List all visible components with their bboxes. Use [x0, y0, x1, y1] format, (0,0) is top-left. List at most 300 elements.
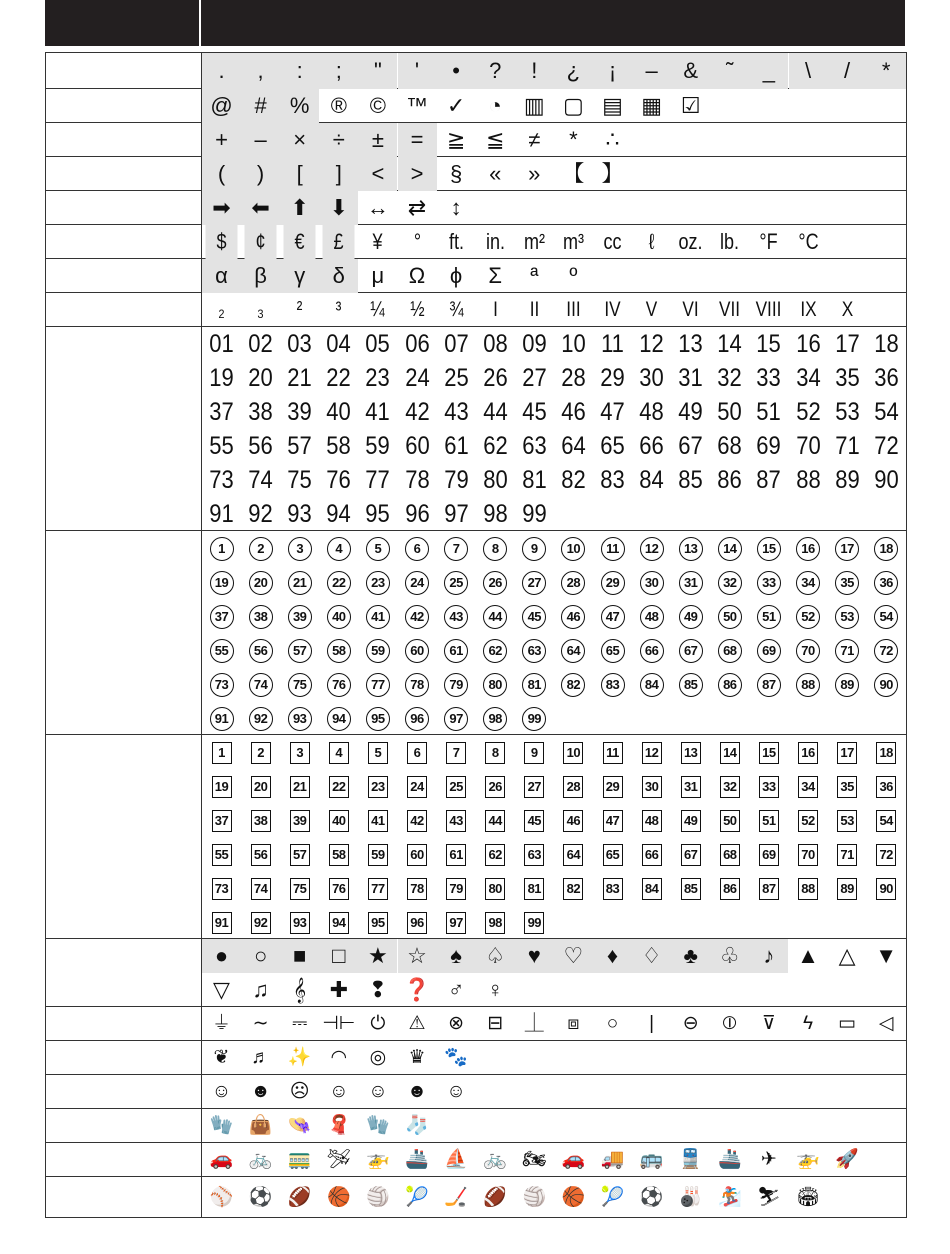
symbol-cell[interactable]: β [241, 259, 280, 293]
symbol-cell[interactable]: 87 [756, 466, 782, 494]
symbol-cell[interactable]: ❢ [368, 977, 388, 1002]
symbol-cell[interactable]: 68 [717, 432, 743, 460]
symbol-cell[interactable]: III [566, 298, 581, 321]
symbol-cell[interactable]: 93 [287, 500, 312, 528]
symbol-cell[interactable] [632, 667, 671, 701]
symbol-cell[interactable] [319, 837, 358, 871]
symbol-cell[interactable]: . [202, 53, 241, 89]
symbol-cell[interactable]: 99 [522, 500, 547, 528]
symbol-cell[interactable]: δ [319, 259, 358, 293]
symbol-cell[interactable] [749, 735, 788, 769]
symbol-cell[interactable] [671, 769, 710, 803]
symbol-cell[interactable]: VI [682, 298, 699, 321]
symbol-cell[interactable] [358, 565, 397, 599]
symbol-cell[interactable]: 🚌 [639, 1149, 664, 1170]
symbol-cell[interactable]: 03 [287, 330, 312, 358]
symbol-cell[interactable]: 89 [834, 466, 860, 494]
symbol-cell[interactable]: ❦ [213, 1047, 230, 1068]
symbol-cell[interactable]: 90 [873, 466, 899, 494]
symbol-cell[interactable] [476, 837, 515, 871]
symbol-cell[interactable] [319, 871, 358, 905]
symbol-cell[interactable] [554, 735, 593, 769]
symbol-cell[interactable]: 28 [561, 364, 586, 392]
symbol-cell[interactable]: > [398, 157, 437, 191]
symbol-cell[interactable]: ¼ [370, 298, 386, 321]
symbol-cell[interactable]: 70 [795, 432, 821, 460]
symbol-cell[interactable] [593, 531, 632, 565]
symbol-cell[interactable]: 66 [639, 432, 664, 460]
symbol-cell[interactable]: 65 [600, 432, 625, 460]
symbol-cell[interactable] [476, 905, 515, 939]
symbol-cell[interactable]: – [632, 53, 671, 89]
symbol-cell[interactable] [554, 633, 593, 667]
symbol-cell[interactable]: 🏟 [795, 1187, 821, 1208]
symbol-cell[interactable] [437, 701, 476, 735]
symbol-cell[interactable] [789, 871, 828, 905]
symbol-cell[interactable]: ⬆ [280, 191, 319, 225]
symbol-cell[interactable]: △ [838, 943, 856, 968]
symbol-cell[interactable]: ≦ [485, 127, 505, 152]
symbol-cell[interactable]: 35 [834, 364, 860, 392]
symbol-cell[interactable]: ☺ [368, 1081, 388, 1102]
symbol-cell[interactable]: ✓ [446, 93, 466, 118]
symbol-cell[interactable]: ♣ [671, 939, 710, 973]
symbol-cell[interactable]: m³ [562, 229, 584, 254]
symbol-cell[interactable] [789, 837, 828, 871]
symbol-cell[interactable]: ▲ [797, 943, 819, 968]
symbol-cell[interactable]: IX [799, 298, 817, 321]
symbol-cell[interactable] [593, 803, 632, 837]
symbol-cell[interactable] [515, 803, 554, 837]
symbol-cell[interactable]: ☺ [329, 1081, 349, 1102]
symbol-cell[interactable] [593, 871, 632, 905]
symbol-cell[interactable] [828, 599, 867, 633]
symbol-cell[interactable]: ; [319, 53, 358, 89]
symbol-cell[interactable]: 26 [482, 364, 508, 392]
symbol-cell[interactable]: VII [719, 298, 741, 321]
symbol-cell[interactable]: # [241, 89, 280, 123]
symbol-cell[interactable]: ( [202, 157, 241, 191]
symbol-cell[interactable] [828, 667, 867, 701]
symbol-cell[interactable] [437, 599, 476, 633]
symbol-cell[interactable]: « [489, 161, 502, 186]
symbol-cell[interactable]: : [280, 53, 319, 89]
symbol-cell[interactable]: – [241, 123, 280, 157]
symbol-cell[interactable] [710, 735, 749, 769]
symbol-cell[interactable] [437, 769, 476, 803]
symbol-cell[interactable] [319, 905, 358, 939]
symbol-cell[interactable]: 78 [404, 466, 430, 494]
symbol-cell[interactable]: \ [789, 53, 828, 89]
symbol-cell[interactable]: ˜ [710, 53, 749, 89]
symbol-cell[interactable]: % [280, 89, 319, 123]
symbol-cell[interactable]: ■ [280, 939, 319, 973]
symbol-cell[interactable] [749, 871, 788, 905]
symbol-cell[interactable]: © [369, 93, 386, 118]
symbol-cell[interactable]: 22 [326, 364, 352, 392]
symbol-cell[interactable] [358, 905, 397, 939]
symbol-cell[interactable] [437, 531, 476, 565]
symbol-cell[interactable]: 62 [482, 432, 508, 460]
symbol-cell[interactable] [202, 599, 241, 633]
symbol-cell[interactable] [358, 599, 397, 633]
symbol-cell[interactable] [867, 871, 906, 905]
symbol-cell[interactable]: 23 [365, 364, 391, 392]
symbol-cell[interactable]: & [671, 53, 710, 89]
symbol-cell[interactable] [202, 837, 241, 871]
symbol-cell[interactable]: £ [323, 225, 355, 259]
symbol-cell[interactable] [671, 837, 710, 871]
symbol-cell[interactable] [749, 837, 788, 871]
symbol-cell[interactable] [202, 701, 241, 735]
symbol-cell[interactable]: 92 [248, 500, 273, 528]
symbol-cell[interactable] [398, 633, 437, 667]
symbol-cell[interactable] [671, 531, 710, 565]
symbol-cell[interactable]: 🏒 [444, 1187, 468, 1208]
symbol-cell[interactable]: IV [604, 298, 621, 321]
symbol-cell[interactable] [358, 735, 397, 769]
symbol-cell[interactable]: 🚲 [483, 1149, 508, 1170]
symbol-cell[interactable]: § [449, 161, 463, 186]
symbol-cell[interactable]: ¡ [593, 53, 632, 89]
symbol-cell[interactable]: □ [319, 939, 358, 973]
symbol-cell[interactable] [710, 837, 749, 871]
symbol-cell[interactable]: ∴ [605, 127, 620, 152]
symbol-cell[interactable] [241, 905, 280, 939]
symbol-cell[interactable] [515, 837, 554, 871]
symbol-cell[interactable]: 🚆 [678, 1149, 703, 1170]
symbol-cell[interactable] [710, 667, 749, 701]
symbol-cell[interactable]: 🛩 [326, 1149, 351, 1170]
symbol-cell[interactable]: 02 [248, 330, 273, 358]
symbol-cell[interactable] [515, 667, 554, 701]
symbol-cell[interactable]: 09 [522, 330, 547, 358]
symbol-cell[interactable]: 54 [873, 398, 899, 426]
symbol-cell[interactable]: ✨ [287, 1047, 312, 1068]
symbol-cell[interactable] [241, 701, 280, 735]
symbol-cell[interactable] [358, 769, 397, 803]
symbol-cell[interactable] [202, 769, 241, 803]
symbol-cell[interactable]: °F [759, 229, 779, 254]
symbol-cell[interactable] [280, 803, 319, 837]
symbol-cell[interactable] [398, 531, 437, 565]
symbol-cell[interactable]: 🚃 [287, 1149, 312, 1170]
symbol-cell[interactable]: X [841, 298, 853, 321]
symbol-cell[interactable] [593, 735, 632, 769]
symbol-cell[interactable] [554, 531, 593, 565]
symbol-cell[interactable]: 94 [326, 500, 352, 528]
symbol-cell[interactable] [710, 531, 749, 565]
symbol-cell[interactable] [241, 871, 280, 905]
symbol-cell[interactable]: 95 [365, 500, 391, 528]
symbol-cell[interactable]: 57 [287, 432, 312, 460]
symbol-cell[interactable]: ★ [358, 939, 397, 973]
symbol-cell[interactable]: 🏈 [483, 1187, 508, 1208]
symbol-cell[interactable]: 39 [287, 398, 312, 426]
symbol-cell[interactable]: ± [358, 123, 397, 157]
symbol-cell[interactable]: 13 [678, 330, 703, 358]
symbol-cell[interactable]: × [280, 123, 319, 157]
symbol-cell[interactable] [749, 803, 788, 837]
symbol-cell[interactable]: ¿ [554, 53, 593, 89]
symbol-cell[interactable]: ¾ [448, 298, 464, 321]
symbol-cell[interactable]: 53 [834, 398, 860, 426]
symbol-cell[interactable]: 82 [561, 466, 586, 494]
symbol-cell[interactable]: 80 [482, 466, 508, 494]
symbol-cell[interactable]: VIII [755, 298, 782, 321]
symbol-cell[interactable]: 🚗 [561, 1149, 586, 1170]
symbol-cell[interactable] [828, 735, 867, 769]
symbol-cell[interactable]: 24 [404, 364, 430, 392]
symbol-cell[interactable]: 33 [756, 364, 782, 392]
symbol-cell[interactable]: ♀ [486, 977, 504, 1002]
symbol-cell[interactable]: º [569, 263, 578, 288]
symbol-cell[interactable] [671, 871, 710, 905]
symbol-cell[interactable]: 👜 [248, 1115, 273, 1136]
symbol-cell[interactable]: ☺ [211, 1081, 232, 1102]
symbol-cell[interactable]: 18 [873, 330, 899, 358]
symbol-cell[interactable]: ! [515, 53, 554, 89]
symbol-cell[interactable]: ♪ [749, 939, 788, 973]
symbol-cell[interactable]: 73 [209, 466, 234, 494]
symbol-cell[interactable] [789, 735, 828, 769]
symbol-cell[interactable] [867, 769, 906, 803]
symbol-cell[interactable]: I [492, 298, 498, 321]
symbol-cell[interactable] [789, 599, 828, 633]
symbol-cell[interactable] [437, 735, 476, 769]
symbol-cell[interactable] [632, 871, 671, 905]
symbol-cell[interactable]: ϕ [449, 263, 463, 288]
symbol-cell[interactable] [319, 633, 358, 667]
symbol-cell[interactable] [280, 599, 319, 633]
symbol-cell[interactable]: ▤ [602, 93, 623, 118]
symbol-cell[interactable] [280, 565, 319, 599]
symbol-cell[interactable]: 🧦 [405, 1115, 429, 1136]
symbol-cell[interactable] [554, 871, 593, 905]
symbol-cell[interactable]: ⏻ [370, 1013, 386, 1034]
symbol-cell[interactable] [515, 905, 554, 939]
symbol-cell[interactable] [710, 633, 749, 667]
symbol-cell[interactable] [280, 735, 319, 769]
symbol-cell[interactable] [671, 735, 710, 769]
symbol-cell[interactable]: ▦ [641, 93, 662, 118]
symbol-cell[interactable] [280, 531, 319, 565]
symbol-cell[interactable]: + [202, 123, 241, 157]
symbol-cell[interactable]: 43 [443, 398, 469, 426]
symbol-cell[interactable]: ♢ [632, 939, 671, 973]
symbol-cell[interactable] [280, 905, 319, 939]
symbol-cell[interactable] [710, 565, 749, 599]
symbol-cell[interactable]: ♫ [252, 977, 269, 1002]
symbol-cell[interactable] [671, 803, 710, 837]
symbol-cell[interactable] [398, 871, 437, 905]
symbol-cell[interactable]: 19 [209, 364, 234, 392]
symbol-cell[interactable]: 74 [248, 466, 273, 494]
symbol-cell[interactable]: ✚ [329, 977, 349, 1002]
symbol-cell[interactable] [867, 667, 906, 701]
symbol-cell[interactable]: 88 [795, 466, 821, 494]
symbol-cell[interactable]: € [284, 225, 316, 259]
symbol-cell[interactable]: 🏀 [561, 1187, 586, 1208]
symbol-cell[interactable]: 🧤 [209, 1115, 234, 1136]
symbol-cell[interactable] [515, 735, 554, 769]
symbol-cell[interactable]: ≠ [528, 127, 541, 152]
symbol-cell[interactable]: ⛷ [756, 1187, 781, 1208]
symbol-cell[interactable] [241, 837, 280, 871]
symbol-cell[interactable]: ☑ [680, 93, 701, 118]
symbol-cell[interactable]: in. [485, 229, 505, 254]
symbol-cell[interactable]: 67 [678, 432, 703, 460]
symbol-cell[interactable]: ⊣⊢ [322, 1013, 356, 1034]
symbol-cell[interactable]: 77 [365, 466, 391, 494]
symbol-cell[interactable] [593, 837, 632, 871]
symbol-cell[interactable]: 44 [482, 398, 508, 426]
symbol-cell[interactable]: γ [280, 259, 319, 293]
symbol-cell[interactable]: ℓ [648, 229, 655, 254]
symbol-cell[interactable]: 38 [248, 398, 273, 426]
symbol-cell[interactable]: ❓ [403, 977, 431, 1002]
symbol-cell[interactable] [241, 531, 280, 565]
symbol-cell[interactable] [710, 769, 749, 803]
symbol-cell[interactable]: ◁ [878, 1013, 894, 1034]
symbol-cell[interactable]: Ω [408, 263, 426, 288]
symbol-cell[interactable] [319, 769, 358, 803]
symbol-cell[interactable]: ¥ [372, 229, 383, 254]
symbol-cell[interactable]: 06 [404, 330, 430, 358]
symbol-cell[interactable]: 58 [326, 432, 352, 460]
symbol-cell[interactable] [789, 769, 828, 803]
symbol-cell[interactable]: 𝄞 [293, 977, 307, 1002]
symbol-cell[interactable] [241, 803, 280, 837]
symbol-cell[interactable]: 45 [522, 398, 547, 426]
symbol-cell[interactable]: lb. [720, 229, 740, 254]
symbol-cell[interactable] [358, 633, 397, 667]
symbol-cell[interactable] [398, 667, 437, 701]
symbol-cell[interactable]: 🧣 [326, 1115, 351, 1136]
symbol-cell[interactable]: ⊽ [761, 1013, 776, 1034]
symbol-cell[interactable] [319, 599, 358, 633]
symbol-cell[interactable]: » [528, 161, 541, 186]
symbol-cell[interactable]: 🚁 [796, 1149, 820, 1170]
symbol-cell[interactable]: ft. [448, 229, 464, 254]
symbol-cell[interactable]: ÷ [319, 123, 358, 157]
symbol-cell[interactable] [476, 803, 515, 837]
symbol-cell[interactable]: ♦ [593, 939, 632, 973]
symbol-cell[interactable]: 50 [717, 398, 743, 426]
symbol-cell[interactable]: 【 [562, 161, 585, 186]
symbol-cell[interactable] [319, 667, 358, 701]
symbol-cell[interactable]: 🏈 [287, 1187, 312, 1208]
symbol-cell[interactable]: α [202, 259, 241, 293]
symbol-cell[interactable]: 55 [209, 432, 234, 460]
symbol-cell[interactable] [476, 633, 515, 667]
symbol-cell[interactable]: 71 [834, 432, 860, 460]
symbol-cell[interactable]: ⚠ [408, 1013, 426, 1034]
symbol-cell[interactable] [632, 599, 671, 633]
symbol-cell[interactable]: 08 [482, 330, 508, 358]
symbol-cell[interactable]: ↔ [366, 195, 389, 220]
symbol-cell[interactable] [476, 769, 515, 803]
symbol-cell[interactable] [515, 599, 554, 633]
symbol-cell[interactable] [476, 871, 515, 905]
symbol-cell[interactable] [202, 531, 241, 565]
symbol-cell[interactable] [554, 803, 593, 837]
symbol-cell[interactable]: 🏂 [717, 1187, 742, 1208]
symbol-cell[interactable]: 29 [600, 364, 625, 392]
symbol-cell[interactable] [593, 599, 632, 633]
symbol-cell[interactable]: 👒 [287, 1115, 312, 1136]
symbol-cell[interactable]: 17 [834, 330, 860, 358]
symbol-cell[interactable] [632, 803, 671, 837]
symbol-cell[interactable]: ▥ [523, 93, 545, 118]
symbol-cell[interactable]: ? [476, 53, 515, 89]
symbol-cell[interactable] [202, 667, 241, 701]
symbol-cell[interactable] [749, 633, 788, 667]
symbol-cell[interactable] [593, 633, 632, 667]
symbol-cell[interactable] [202, 633, 241, 667]
symbol-cell[interactable] [319, 531, 358, 565]
symbol-cell[interactable]: ▢ [562, 93, 584, 118]
symbol-cell[interactable]: 🎾 [405, 1187, 429, 1208]
symbol-cell[interactable]: ☻ [407, 1081, 427, 1102]
symbol-cell[interactable] [828, 565, 867, 599]
symbol-cell[interactable]: 🧤 [366, 1115, 390, 1136]
symbol-cell[interactable]: 05 [365, 330, 391, 358]
symbol-cell[interactable] [476, 531, 515, 565]
symbol-cell[interactable]: Σ [488, 263, 502, 288]
symbol-cell[interactable]: 32 [717, 364, 743, 392]
symbol-cell[interactable]: ↕ [450, 195, 462, 220]
symbol-cell[interactable]: 60 [404, 432, 430, 460]
symbol-cell[interactable]: ≧ [446, 127, 466, 152]
symbol-cell[interactable]: ¢ [245, 225, 277, 259]
symbol-cell[interactable]: 🏀 [326, 1187, 351, 1208]
symbol-cell[interactable] [789, 531, 828, 565]
symbol-cell[interactable]: 84 [639, 466, 664, 494]
symbol-cell[interactable] [241, 599, 280, 633]
symbol-cell[interactable] [202, 803, 241, 837]
symbol-cell[interactable]: ✈ [760, 1149, 777, 1170]
symbol-cell[interactable]: V [645, 298, 658, 321]
symbol-cell[interactable] [398, 905, 437, 939]
symbol-cell[interactable] [749, 565, 788, 599]
symbol-cell[interactable] [632, 565, 671, 599]
symbol-cell[interactable] [202, 905, 241, 939]
symbol-cell[interactable] [398, 701, 437, 735]
symbol-cell[interactable]: ∼ [252, 1013, 269, 1034]
symbol-cell[interactable] [476, 667, 515, 701]
symbol-cell[interactable]: 12 [639, 330, 664, 358]
symbol-cell[interactable]: 42 [404, 398, 430, 426]
symbol-cell[interactable] [280, 769, 319, 803]
symbol-cell[interactable]: 81 [522, 466, 547, 494]
symbol-cell[interactable]: ½ [409, 298, 425, 321]
symbol-cell[interactable]: ⊖ [682, 1013, 699, 1034]
symbol-cell[interactable]: 20 [248, 364, 273, 392]
symbol-cell[interactable]: ™ [406, 93, 428, 118]
symbol-cell[interactable] [671, 633, 710, 667]
symbol-cell[interactable] [476, 565, 515, 599]
symbol-cell[interactable] [241, 565, 280, 599]
symbol-cell[interactable]: ⦶ [722, 1013, 737, 1034]
symbol-cell[interactable]: ◠ [330, 1047, 348, 1068]
symbol-cell[interactable] [476, 701, 515, 735]
symbol-cell[interactable]: 30 [639, 364, 664, 392]
symbol-cell[interactable] [867, 803, 906, 837]
symbol-cell[interactable]: 41 [365, 398, 391, 426]
symbol-cell[interactable] [867, 735, 906, 769]
symbol-cell[interactable] [398, 769, 437, 803]
